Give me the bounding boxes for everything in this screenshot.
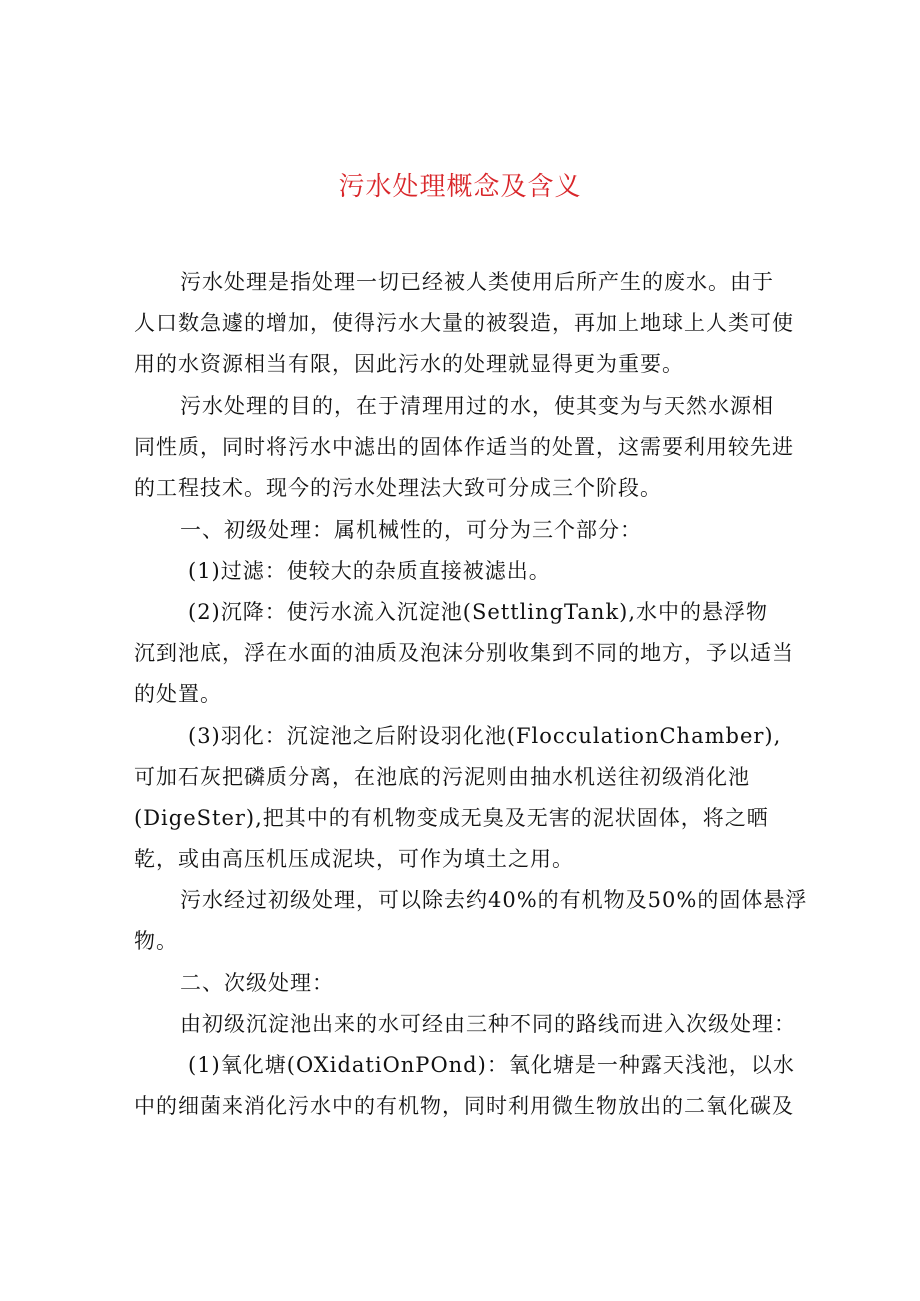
paragraph-line: 乾，或由高压机压成泥块，可作为填土之用。 [134,847,574,871]
paragraph-line: 污水处理是指处理一切已经被人类使用后所产生的废水。由于 [180,270,774,294]
list-item: (1)过滤：使较大的杂质直接被滤出。 [188,559,551,583]
paragraph-line: (DigeSter),把其中的有机物变成无臭及无害的泥状固体，将之晒 [134,806,769,830]
paragraph-line: 的工程技术。现今的污水处理法大致可分成三个阶段。 [134,476,662,500]
paragraph-line: 沉到池底，浮在水面的油质及泡沫分别收集到不同的地方，予以适当 [134,641,794,665]
paragraph-line: 物。 [134,929,178,953]
list-item: (3)羽化：沉淀池之后附设羽化池(FlocculationChamber), [188,724,782,748]
document-title: 污水处理概念及含义 [338,172,582,202]
list-item: (2)沉降：使污水流入沉淀池(SettlingTank),水中的悬浮物 [188,600,769,624]
section-heading-secondary: 二、次级处理： [180,971,334,995]
section-heading-primary: 一、初级处理：属机械性的，可分为三个部分： [180,518,642,542]
paragraph-line: 人口数急遽的增加，使得污水大量的被裂造，再加上地球上人类可使 [134,311,794,335]
paragraph-line: 由初级沉淀池出来的水可经由三种不同的路线而进入次级处理： [180,1012,796,1036]
paragraph-line: 的处置。 [134,682,222,706]
list-item: (1)氧化塘(OXidatiOnPOnd)：氧化塘是一种露天浅池，以水 [188,1053,795,1077]
paragraph-line: 污水处理的目的，在于清理用过的水，使其变为与天然水源相 [180,394,774,418]
paragraph-line: 可加石灰把磷质分离，在池底的污泥则由抽水机送往初级消化池 [134,765,750,789]
paragraph-line: 同性质，同时将污水中滤出的固体作适当的处置，这需要利用较先进 [134,435,794,459]
paragraph-line: 中的细菌来消化污水中的有机物，同时利用微生物放出的二氧化碳及 [134,1094,794,1118]
paragraph-line: 污水经过初级处理，可以除去约40%的有机物及50%的固体悬浮 [180,888,808,912]
paragraph-line: 用的水资源相当有限，因此污水的处理就显得更为重要。 [134,352,684,376]
